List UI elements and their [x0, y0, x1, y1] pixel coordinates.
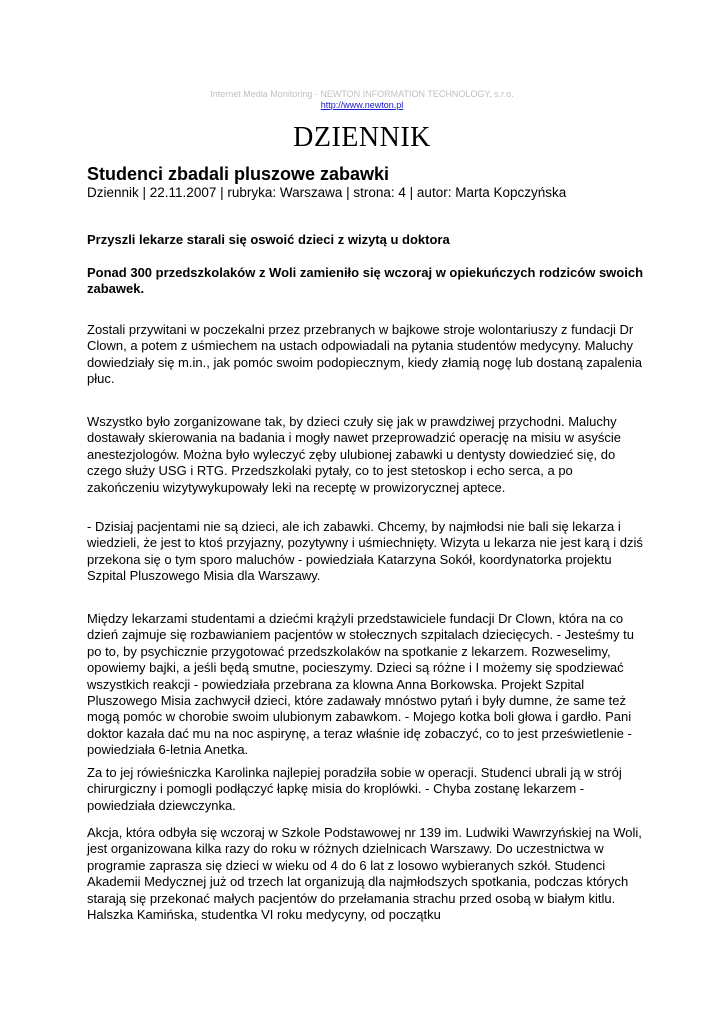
newspaper-masthead: DZIENNIK	[293, 122, 431, 153]
article-lead-1: Przyszli lekarze starali się oswoić dzieci z wizytą u doktora	[87, 232, 450, 247]
article-paragraph: Wszystko było zorganizowane tak, by dzieci czuły się jak w prawdziwej przychodni. Maluchy dostawały skierowania na badania i mogły nawet przeprowadzić operację na misiu w asyście anestezjologów. Można było wyleczyć zęby ulubionej zabawki u dentysty dowiedzieć się, do czego służy USG i RTG. Przedszkolaki pytały, co to jest stetoskop i echo serca, a po zakończeniu wizytywykupowały leki na receptę w prowizorycznej aptece.	[87, 414, 621, 495]
article-paragraph: Zostali przywitani w poczekalni przez przebranych w bajkowe stroje wolontariuszy z fundacji Dr Clown, a potem z uśmiechem na ustach odpowiadali na pytania studentów medycyny. Maluchy dowiedziały się m.in., jak pomóc swoim podopiecznym, kiedy złamią nogę lub dostaną zapalenia płuc.	[87, 322, 642, 387]
article-paragraph: Między lekarzami studentami a dziećmi krążyli przedstawiciele fundacji Dr Clown, która na co dzień zajmuje się rozbawianiem pacjentów w stołecznych szpitalach dziecięcych. - Jesteśmy tu po to, by psychicznie przygotować przedszkolaków na spotkanie z lekarzem. Rozweselimy, opowiemy bajki, a jeśli będą smutne, pocieszymy. Dzieci są różne i I możemy się spodziewać wszystkich reakcji - powiedziała przebrana za klowna Anna Borkowska. Projekt Szpital Pluszowego Misia zachwycił dzieci, które zadawały mnóstwo pytań i były dumne, że same też mogą pomóc w chorobie swoim ulubionym zabawkom. - Mojego kotka boli głowa i gardło. Pani doktor kazała dać mu na noc aspirynę, a teraz właśnie idę zobaczyć, co to jest prześwietlenie - powiedziała 6-letnia Anetka.	[87, 611, 634, 758]
source-link[interactable]: http://www.newton.pl	[320, 100, 404, 110]
monitoring-header: Internet Media Monitoring - NEWTON INFORMATION TECHNOLOGY, s.r.o.	[210, 89, 514, 99]
article-meta: Dziennik | 22.11.2007 | rubryka: Warszawa | strona: 4 | autor: Marta Kopczyńska	[87, 185, 567, 200]
article-title: Studenci zbadali pluszowe zabawki	[87, 164, 390, 184]
article-paragraph: Akcja, która odbyła się wczoraj w Szkole Podstawowej nr 139 im. Ludwiki Wawrzyńskiej na Woli, jest organizowana kilka razy do roku w różnych dzielnicach Warszawy. Do uczestnictwa w programie zaprasza się dzieci w wieku od 4 do 6 lat z losowo wybieranych szkół. Studenci Akademii Medycznej już od trzech lat organizują dla najmłodszych spotkania, podczas których starają się przekonać małych pacjentów do przełamania strachu przed osobą w białym kitlu. Halszka Kamińska, studentka VI roku medycyny, od początku	[87, 825, 642, 923]
article-paragraph: Za to jej rówieśniczka Karolinka najlepiej poradziła sobie w operacji. Studenci ubrali ją w strój chirurgiczny i pomogli podłączyć łapkę misia do kroplówki. - Chyba zostanę lekarzem - powiedziała dziewczynka.	[87, 765, 622, 813]
article-paragraph: - Dzisiaj pacjentami nie są dzieci, ale ich zabawki. Chcemy, by najmłodsi nie bali się lekarza i wiedzieli, że jest to ktoś przyjazny, pozytywny i uśmiechnięty. Wizyta u lekarza nie jest karą i dziś przekona się o tym sporo maluchów - powiedziała Katarzyna Sokół, koordynatorka projektu Szpital Pluszowego Misia dla Warszawy.	[87, 519, 643, 584]
article-lead-2: Ponad 300 przedszkolaków z Woli zamieniło się wczoraj w opiekuńczych rodziców swoich zabawek.	[87, 265, 644, 296]
